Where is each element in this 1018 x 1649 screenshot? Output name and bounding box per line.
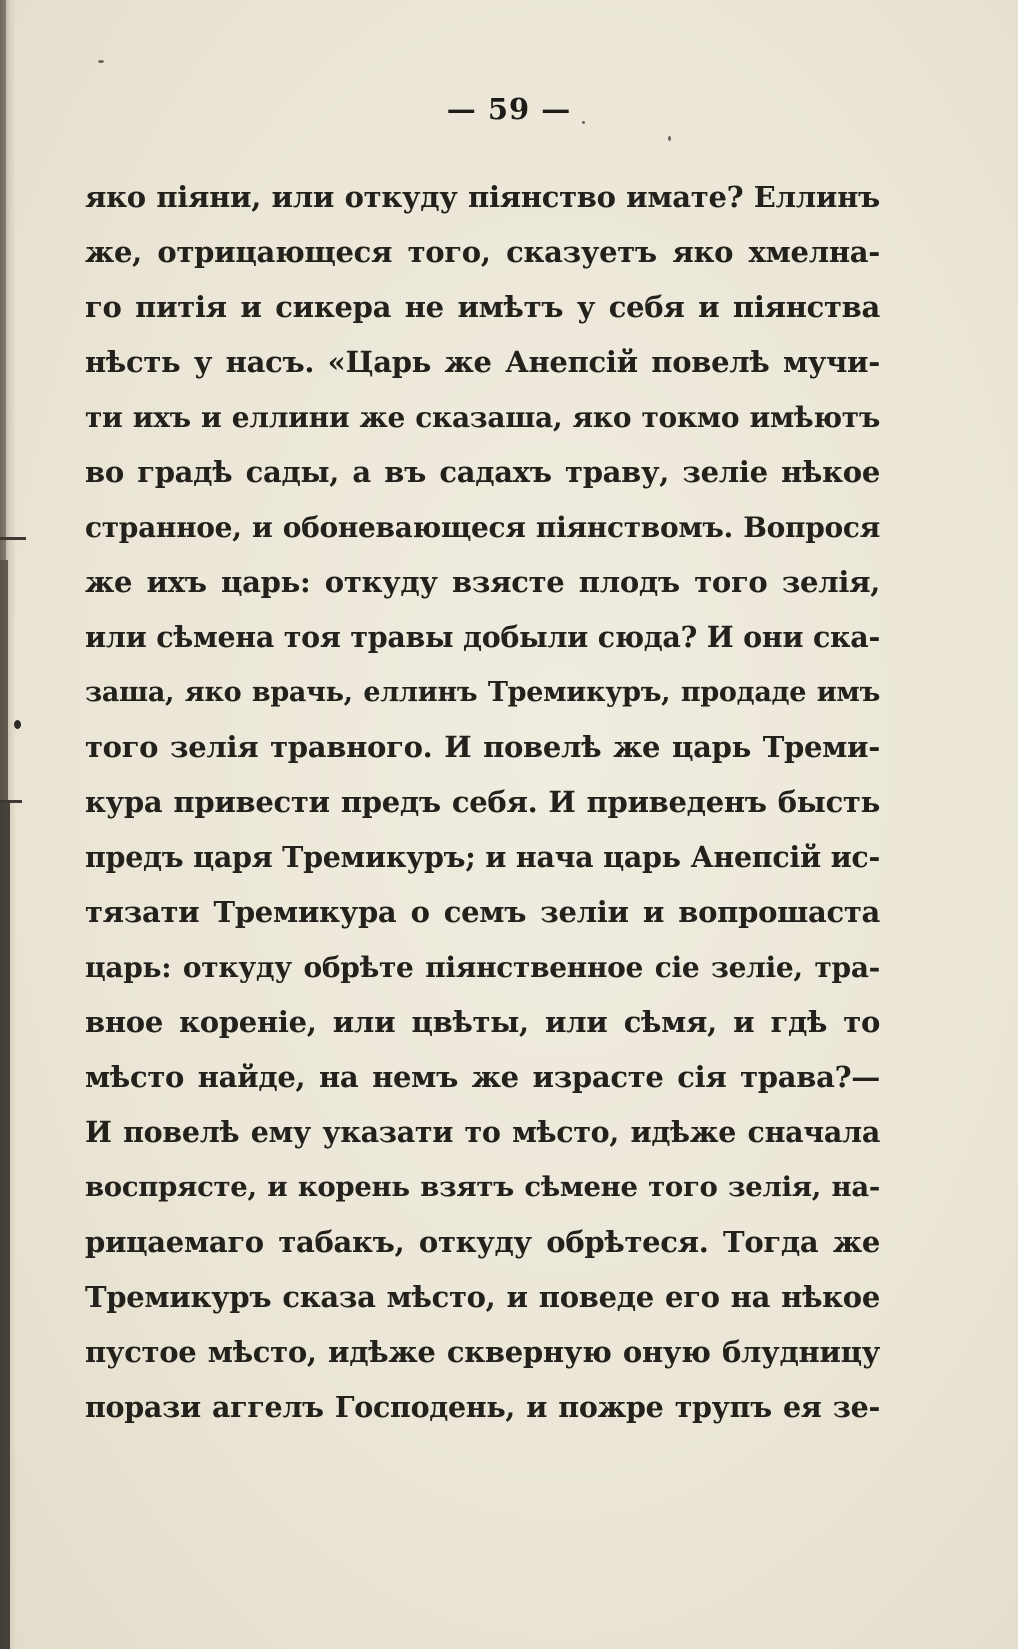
text-line: или сѣмена тоя травы добыли сюда? И они ска-: [85, 620, 880, 654]
text-line: же ихъ царь: откуду взясте плодъ того зелія,: [85, 565, 880, 599]
text-line: царь: откуду обрѣте піянственное сіе зеліе, тра-: [85, 951, 880, 984]
text-line: тязати Тремикура о семъ зеліи и вопрошаста: [85, 895, 880, 929]
text-line: того зелія травного. И повелѣ же царь Треми-: [85, 730, 880, 764]
paper-speck: [14, 720, 21, 729]
text-line: Тремикуръ сказа мѣсто, и поведе его на нѣкое: [85, 1280, 880, 1314]
text-line: яко піяни, или откуду піянство имате? Еллинъ: [85, 180, 880, 214]
text-line: порази аггелъ Господень, и пожре трупъ ея зе-: [85, 1390, 880, 1424]
text-line: го питія и сикера не имѣтъ у себя и піянства: [85, 290, 880, 324]
text-line: ти ихъ и еллини же сказаша, яко токмо имѣютъ: [85, 401, 880, 434]
paper-speck: [668, 136, 671, 141]
text-line: же, отрицающеся того, сказуетъ яко хмелна-: [85, 235, 880, 269]
text-line: странное, и обоневающеся піянствомъ. Вопрося: [85, 511, 880, 544]
spine-edge-lower: [0, 800, 10, 1649]
spine-edge-middle: [0, 560, 8, 800]
paper-speck: [98, 60, 104, 63]
page-number: — 59 —: [446, 92, 572, 126]
spine-mark: [0, 537, 26, 540]
text-line: И повелѣ ему указати то мѣсто, идѣже сначала: [85, 1115, 880, 1149]
text-line: нѣсть у насъ. «Царь же Анепсій повелѣ мучи-: [85, 345, 880, 379]
text-line: предъ царя Тремикуръ; и нача царь Анепсій ис-: [85, 840, 880, 874]
text-line: рицаемаго табакъ, откуду обрѣтеся. Тогда же: [85, 1225, 880, 1259]
text-line: во градѣ сады, а въ садахъ траву, зеліе нѣкое: [85, 455, 880, 489]
body-text: [85, 170, 880, 1435]
spine-mark: [0, 800, 22, 803]
text-line: кура привести предъ себя. И приведенъ бысть: [85, 785, 880, 819]
text-line: воспрясте, и корень взятъ сѣмене того зелія, на-: [85, 1171, 880, 1203]
text-line: вное кореніе, или цвѣты, или сѣмя, и гдѣ то: [85, 1005, 880, 1039]
text-line: пустое мѣсто, идѣже скверную оную блудницу: [85, 1335, 880, 1369]
spine-edge-upper: [0, 0, 6, 560]
text-line: заша, яко врачь, еллинъ Тремикуръ, продаде имъ: [85, 677, 880, 708]
text-line: мѣсто найде, на немъ же израсте сія трава?—: [85, 1060, 880, 1094]
